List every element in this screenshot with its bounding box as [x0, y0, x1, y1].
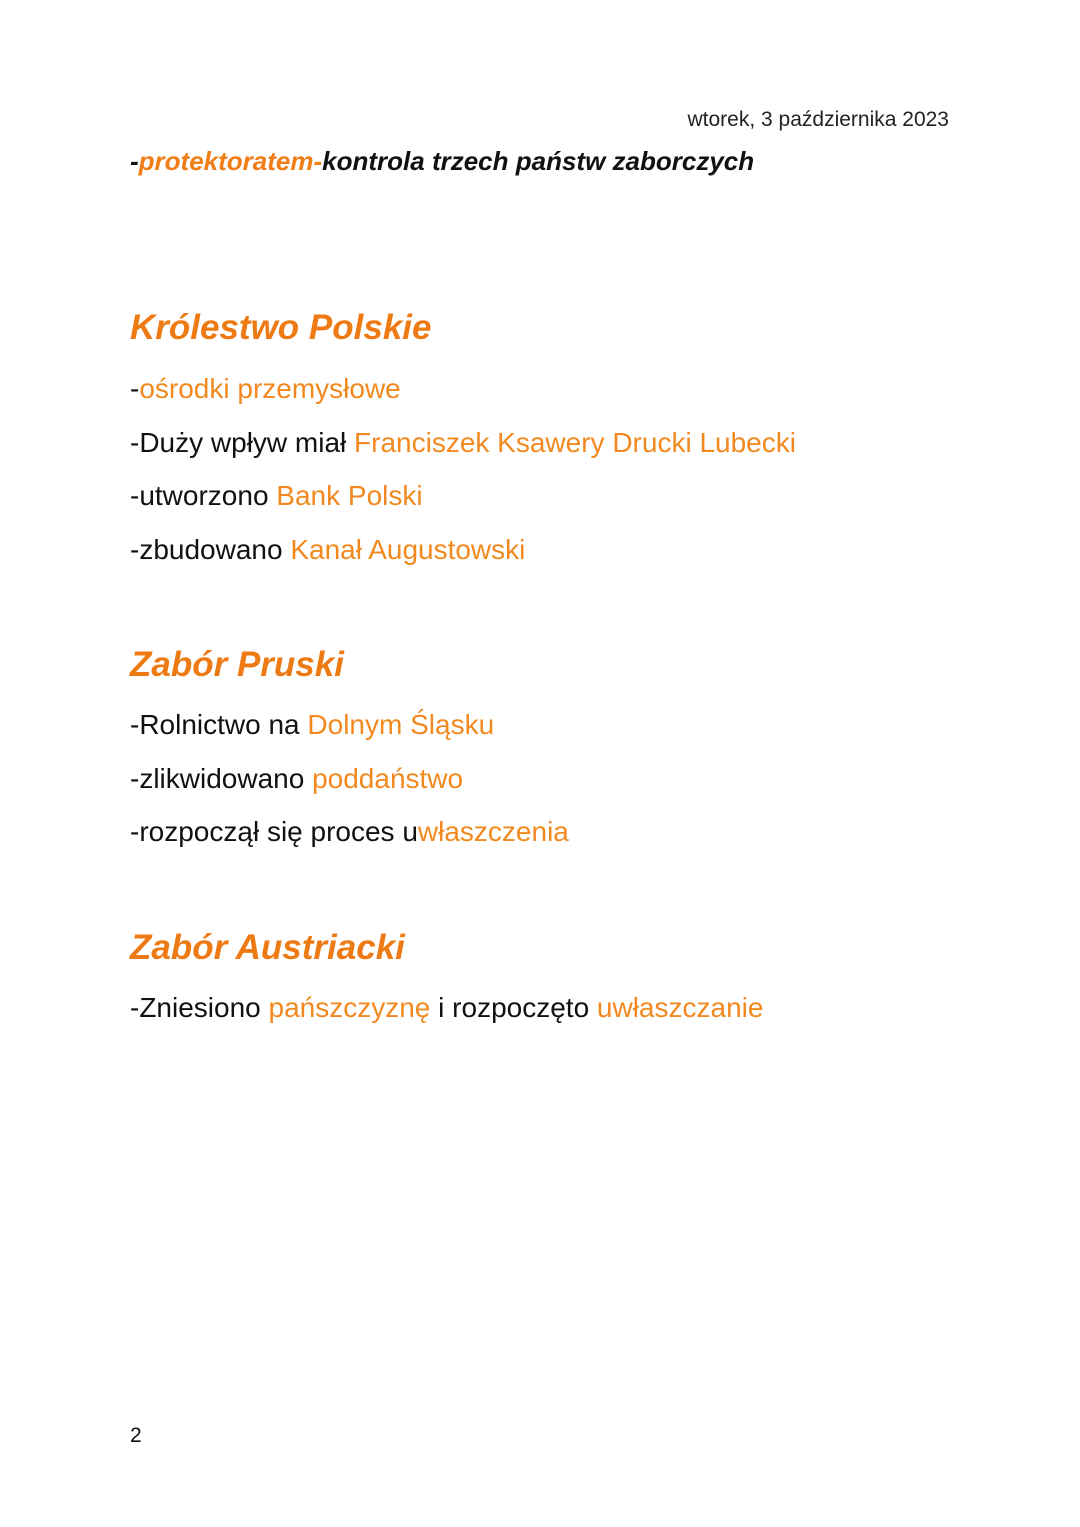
- definition-term: protektoratem-: [138, 146, 323, 176]
- definition-dash: -: [130, 146, 139, 176]
- heading-zabor-austriacki: Zabór Austriacki: [130, 928, 405, 967]
- list-item: -zlikwidowano poddaństwo: [130, 763, 464, 794]
- list-item: -Rolnictwo na Dolnym Śląsku: [130, 709, 495, 740]
- list-item: -rozpoczął się proces uwłaszczenia: [130, 816, 569, 847]
- protektorat-definition: [130, 146, 754, 177]
- list-item: -zbudowano Kanał Augustowski: [130, 534, 526, 565]
- page-date: wtorek, 3 października 2023: [687, 108, 949, 131]
- heading-zabor-pruski: Zabór Pruski: [130, 645, 344, 684]
- list-item: -Zniesiono pańszczyznę i rozpoczęto uwłaszczanie: [130, 992, 764, 1023]
- heading-krolestwo-polskie: Królestwo Polskie: [130, 308, 432, 347]
- list-item: -Duży wpływ miał Franciszek Ksawery Drucki Lubecki: [130, 427, 796, 458]
- definition-text: kontrola trzech państw zaborczych: [322, 146, 755, 176]
- list-item: -ośrodki przemysłowe: [130, 373, 401, 404]
- page-number: 2: [130, 1424, 142, 1447]
- list-item: -utworzono Bank Polski: [130, 480, 423, 511]
